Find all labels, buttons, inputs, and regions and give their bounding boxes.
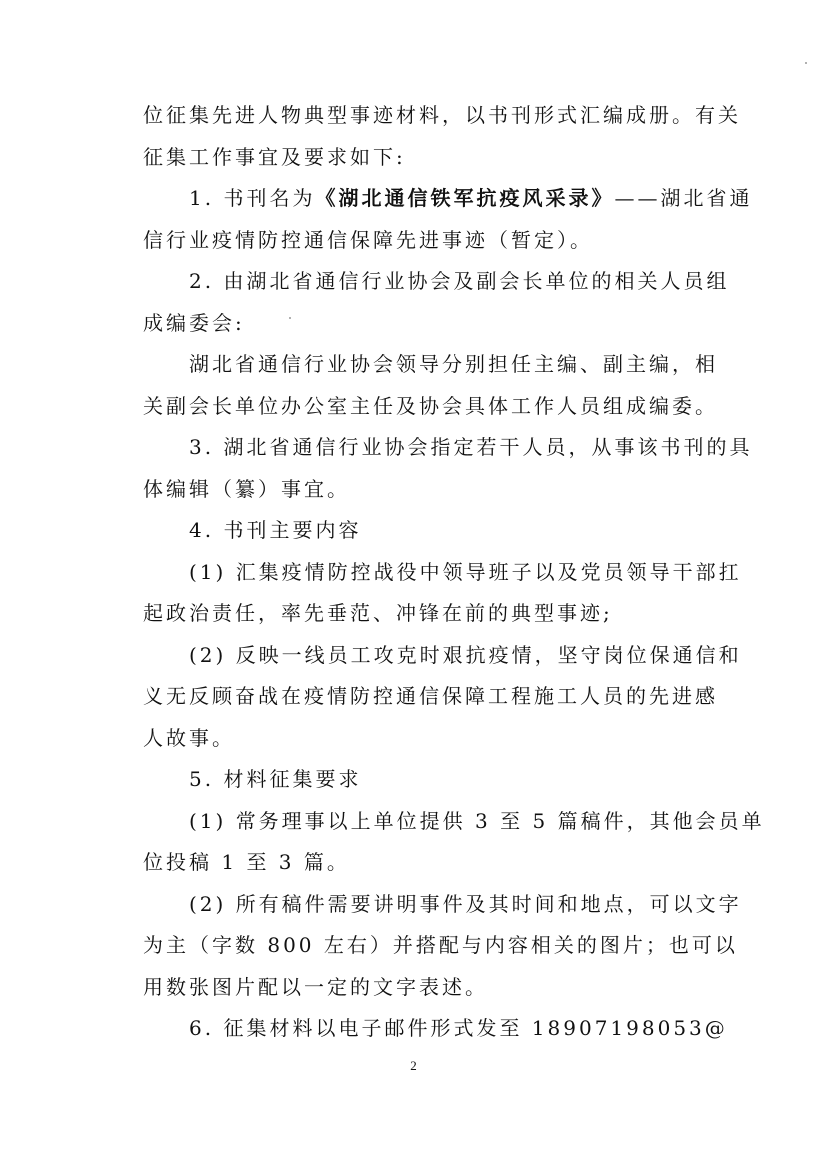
text-line: 关副会长单位办公室主任及协会具体工作人员组成编委。 [143, 393, 718, 418]
text-line: 3. 湖北省通信行业协会指定若干人员，从事该书刊的具 [189, 435, 753, 459]
body-text [143, 95, 765, 1050]
text-line: (2) 所有稿件需要讲明事件及其时间和地点，可以文字 [189, 891, 742, 916]
scan-speck [805, 62, 807, 64]
text-line: 4. 书刊主要内容 [189, 518, 362, 542]
text-line: 成编委会: [143, 310, 245, 335]
text-line: 位征集先进人物典型事迹材料，以书刊形式汇编成册。有关 [143, 103, 741, 127]
text-line: 征集工作事宜及要求如下: [143, 144, 406, 169]
text-line: 信行业疫情防控通信保障先进事迹（暂定）。 [143, 227, 593, 252]
text-line: (1) 常务理事以上单位提供 3 至 5 篇稿件，其他会员单 [189, 808, 765, 833]
subtitle-dash: ——湖北省通 [614, 186, 753, 210]
text-line: 6. 征集材料以电子邮件形式发至 18907198053@ [189, 1016, 728, 1040]
text-line: 用数张图片配以一定的文字表述。 [143, 974, 488, 999]
text-line: 5. 材料征集要求 [189, 767, 362, 791]
book-title: 《湖北通信铁军抗疫风采录》 [315, 186, 615, 210]
text-line: (1) 汇集疫情防控战役中领导班子以及党员领导干部扛 [189, 559, 742, 584]
text-line [143, 178, 753, 220]
text-line: (2) 反映一线员工攻克时艰抗疫情，坚守岗位保通信和 [189, 642, 742, 667]
text-line: 人故事。 [143, 725, 235, 750]
item-label: 1. 书刊名为 [189, 186, 316, 210]
text-line: 2. 由湖北省通信行业协会及副会长单位的相关人员组 [189, 269, 730, 293]
text-line: 湖北省通信行业协会领导分别担任主编、副主编，相 [189, 352, 718, 376]
text-line: 起政治责任，率先垂范、冲锋在前的典型事迹; [143, 601, 613, 625]
text-line: 为主（字数 800 左右）并搭配与内容相关的图片；也可以 [143, 933, 738, 957]
text-line: 义无反顾奋战在疫情防控通信保障工程施工人员的先进感 [143, 684, 718, 708]
page-number: 2 [410, 1058, 417, 1073]
text-line: 位投稿 1 至 3 篇。 [143, 850, 350, 874]
scan-speck [289, 317, 291, 319]
text-line: 体编辑（纂）事宜。 [143, 476, 350, 501]
